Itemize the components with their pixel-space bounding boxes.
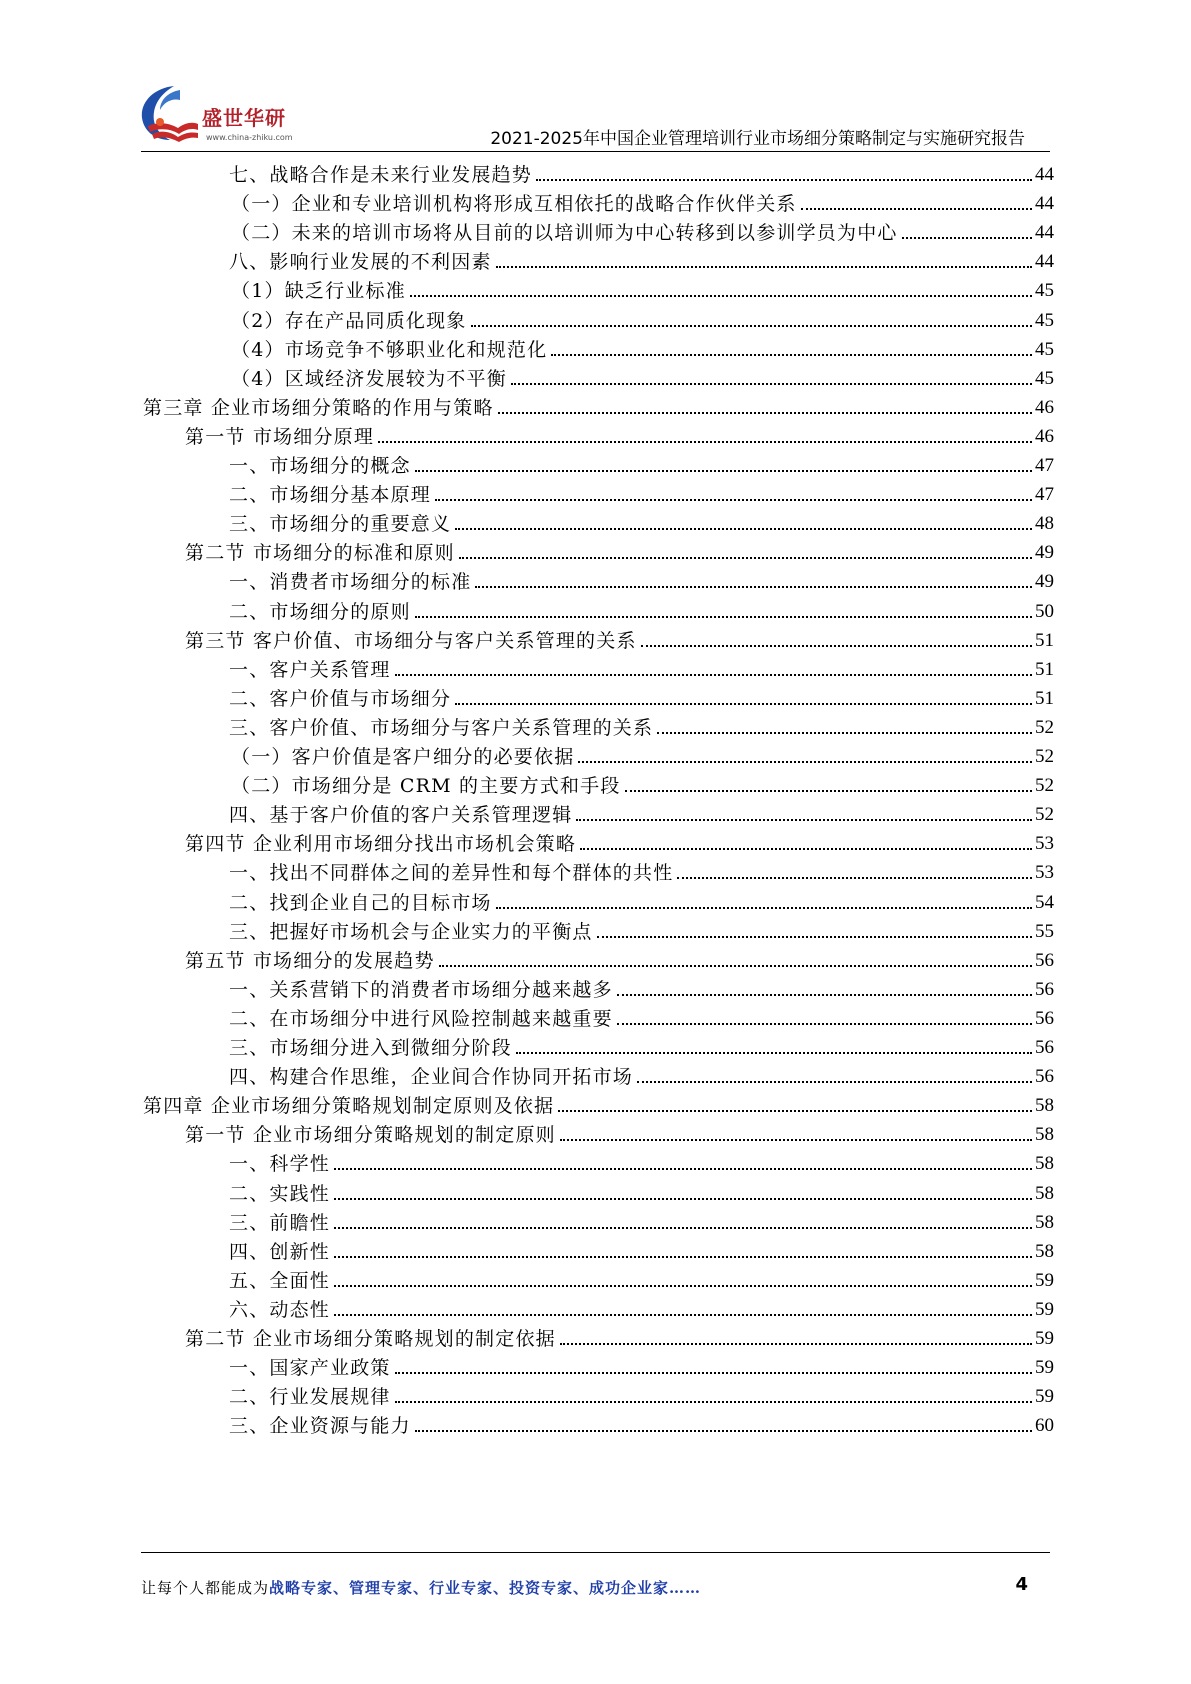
toc-leader-dots (558, 1110, 1032, 1112)
toc-leader-dots (455, 528, 1032, 530)
toc-leader-dots (334, 1285, 1032, 1287)
toc-entry-page: 52 (1035, 804, 1054, 826)
toc-entry-title: 二、找到企业自己的目标市场 (229, 891, 492, 914)
toc-entry-title: （一）企业和专业培训机构将形成互相依托的战略合作伙伴关系 (231, 193, 797, 216)
toc-entry-title: （4）区域经济发展较为不平衡 (231, 367, 507, 390)
toc-leader-dots (560, 1343, 1032, 1345)
toc-leader-dots (617, 994, 1032, 996)
toc-leader-dots (625, 790, 1032, 792)
page-header (0, 0, 1191, 160)
toc-entry-page: 58 (1035, 1153, 1054, 1175)
toc-entry-page: 58 (1035, 1182, 1054, 1204)
toc-entry-page: 52 (1035, 746, 1054, 767)
toc-entry[interactable] (229, 799, 1054, 827)
toc-entry[interactable] (231, 363, 1054, 391)
toc-entry-title: 第三章 企业市场细分策略的作用与策略 (143, 396, 494, 419)
toc-entry[interactable] (229, 159, 1054, 187)
toc-leader-dots (801, 208, 1032, 210)
toc-entry-page: 56 (1035, 978, 1054, 1000)
toc-entry-title: 八、影响行业发展的不利因素 (229, 251, 492, 274)
toc-entry-title: （一）客户价值是客户细分的必要依据 (231, 746, 575, 768)
toc-entry-page: 56 (1035, 1066, 1054, 1088)
company-logo (140, 82, 310, 152)
toc-leader-dots (395, 1401, 1032, 1403)
logo-swoosh-icon (134, 82, 200, 146)
toc-entry-page: 56 (1035, 949, 1054, 971)
toc-leader-dots (576, 819, 1032, 821)
toc-entry-title: 三、把握好市场机会与企业实力的平衡点 (229, 920, 593, 943)
toc-entry-title: 二、市场细分基本原理 (229, 484, 432, 507)
toc-leader-dots (334, 1198, 1032, 1200)
toc-entry-page: 53 (1035, 862, 1054, 884)
toc-entry-page: 58 (1035, 1240, 1054, 1262)
toc-entry[interactable] (229, 1003, 1054, 1031)
toc-entry-title: （4）市场竞争不够职业化和规范化 (231, 338, 548, 361)
toc-entry-page: 47 (1035, 484, 1054, 506)
toc-entry-page: 60 (1035, 1415, 1054, 1437)
toc-entry-title: 第二节 市场细分的标准和原则 (185, 542, 455, 565)
toc-entry[interactable] (229, 508, 1054, 536)
page-number: 4 (1015, 1574, 1028, 1595)
toc-entry-title: 三、市场细分进入到微细分阶段 (229, 1037, 512, 1059)
toc-entry-page: 51 (1035, 629, 1054, 651)
toc-entry-page: 48 (1035, 513, 1054, 535)
toc-leader-dots (415, 616, 1032, 618)
toc-entry[interactable] (229, 1352, 1054, 1380)
toc-entry[interactable] (229, 654, 1054, 682)
logo-url: www.china-zhiku.com (206, 133, 293, 142)
toc-leader-dots (637, 1081, 1032, 1083)
toc-entry-title: 第四章 企业市场细分策略规划制定原则及依据 (143, 1095, 555, 1118)
toc-entry[interactable] (231, 275, 1054, 303)
logo-name: 盛世华研 (202, 106, 286, 130)
toc-leader-dots (498, 412, 1032, 414)
footer-divider (141, 1552, 1050, 1553)
toc-leader-dots (657, 732, 1032, 734)
toc-entry[interactable] (185, 1119, 1054, 1147)
toc-leader-dots (560, 1139, 1032, 1141)
toc-entry-page: 51 (1035, 658, 1054, 680)
toc-entry-title: 第二节 企业市场细分策略规划的制定依据 (185, 1328, 556, 1350)
toc-leader-dots (378, 441, 1032, 443)
toc-entry[interactable] (185, 828, 1054, 856)
slogan-highlight: 战略专家、管理专家、行业专家、投资专家、成功企业家…… (269, 1579, 702, 1597)
toc-entry[interactable] (229, 1236, 1054, 1264)
toc-entry[interactable] (229, 246, 1054, 274)
toc-entry[interactable] (231, 770, 1054, 798)
toc-entry[interactable] (229, 1207, 1054, 1235)
toc-leader-dots (578, 761, 1032, 763)
toc-entry-page: 49 (1035, 571, 1054, 593)
toc-leader-dots (597, 936, 1032, 938)
toc-entry-page: 51 (1035, 687, 1054, 709)
toc-leader-dots (617, 1023, 1032, 1025)
toc-leader-dots (395, 674, 1032, 676)
toc-leader-dots (415, 470, 1032, 472)
toc-entry-page: 53 (1035, 833, 1054, 855)
toc-entry-title: 一、客户关系管理 (229, 658, 391, 681)
toc-entry[interactable] (231, 305, 1054, 333)
toc-entry[interactable] (231, 188, 1054, 216)
toc-entry-page: 45 (1035, 367, 1054, 389)
toc-leader-dots (677, 877, 1032, 879)
toc-entry[interactable] (229, 974, 1054, 1002)
toc-entry[interactable] (229, 916, 1054, 944)
toc-entry[interactable] (229, 1178, 1054, 1206)
toc-entry[interactable] (185, 421, 1054, 449)
toc-entry[interactable] (229, 1381, 1054, 1409)
toc-entry-page: 59 (1035, 1357, 1054, 1379)
toc-entry[interactable] (229, 857, 1054, 885)
toc-leader-dots (551, 354, 1032, 356)
toc-leader-dots (439, 965, 1032, 967)
toc-entry-page: 56 (1035, 1007, 1054, 1029)
toc-entry-page: 58 (1035, 1211, 1054, 1233)
toc-entry-page: 47 (1035, 455, 1054, 476)
toc-entry-title: 一、科学性 (229, 1153, 331, 1176)
toc-entry-title: （2）存在产品同质化现象 (231, 309, 467, 332)
toc-entry-title: 第四节 企业利用市场细分找出市场机会策略 (185, 833, 577, 856)
toc-leader-dots (334, 1314, 1032, 1316)
toc-entry-page: 44 (1035, 222, 1054, 244)
toc-entry-title: 三、前瞻性 (229, 1211, 331, 1234)
toc-entry[interactable] (143, 1090, 1054, 1118)
toc-entry-page: 59 (1035, 1386, 1054, 1408)
toc-entry[interactable] (229, 887, 1054, 915)
report-title: 2021-2025年中国企业管理培训行业市场细分策略制定与实施研究报告 (490, 129, 1025, 149)
toc-entry[interactable] (185, 945, 1054, 973)
toc-entry[interactable] (185, 1323, 1054, 1351)
toc-entry-title: 二、行业发展规律 (229, 1386, 391, 1409)
toc-entry[interactable] (229, 1061, 1054, 1089)
toc-entry[interactable] (229, 1294, 1054, 1322)
toc-leader-dots (435, 499, 1032, 501)
toc-entry-title: 一、市场细分的概念 (229, 455, 411, 477)
toc-entry-page: 44 (1035, 164, 1054, 185)
toc-entry-title: 第五节 市场细分的发展趋势 (185, 949, 435, 972)
toc-entry-title: 一、消费者市场细分的标准 (229, 571, 472, 594)
toc-entry-title: 四、创新性 (229, 1240, 331, 1263)
toc-entry[interactable] (229, 450, 1054, 478)
toc-entry[interactable] (143, 392, 1054, 420)
toc-entry[interactable] (229, 1032, 1054, 1060)
toc-leader-dots (536, 179, 1032, 181)
toc-leader-dots (496, 266, 1032, 268)
toc-entry-page: 49 (1035, 542, 1054, 564)
toc-entry-page: 46 (1035, 396, 1054, 418)
toc-leader-dots (641, 645, 1032, 647)
toc-entry-page: 46 (1035, 425, 1054, 447)
toc-entry-page: 54 (1035, 891, 1054, 913)
toc-entry-page: 59 (1035, 1328, 1054, 1349)
toc-leader-dots (455, 703, 1032, 705)
toc-entry-page: 45 (1035, 338, 1054, 360)
toc-entry-title: 四、构建合作思维，企业间合作协同开拓市场 (229, 1066, 634, 1089)
toc-entry-title: （二）未来的培训市场将从目前的以培训师为中心转移到以参训学员为中心 (231, 222, 898, 245)
toc-entry-title: 三、客户价值、市场细分与客户关系管理的关系 (229, 716, 654, 739)
toc-entry-title: 二、客户价值与市场细分 (229, 687, 452, 710)
toc-entry-page: 45 (1035, 309, 1054, 331)
toc-entry-title: 一、国家产业政策 (229, 1357, 391, 1380)
toc-leader-dots (580, 848, 1032, 850)
toc-leader-dots (334, 1227, 1032, 1229)
toc-entry-page: 52 (1035, 716, 1054, 738)
toc-entry-title: 第一节 企业市场细分策略规划的制定原则 (185, 1124, 556, 1147)
toc-leader-dots (902, 237, 1032, 239)
header-divider (141, 151, 1050, 152)
toc-entry[interactable] (229, 1410, 1054, 1438)
toc-leader-dots (395, 1372, 1032, 1374)
toc-entry[interactable] (229, 712, 1054, 740)
toc-entry-page: 44 (1035, 193, 1054, 215)
toc-entry-title: 二、在市场细分中进行风险控制越来越重要 (229, 1007, 613, 1030)
slogan-prefix: 让每个人都能成为 (141, 1579, 270, 1597)
toc-entry-page: 55 (1035, 920, 1054, 942)
toc-entry[interactable] (229, 683, 1054, 711)
toc-entry-page: 59 (1035, 1269, 1054, 1291)
footer-slogan (141, 1577, 701, 1598)
toc-entry-page: 44 (1035, 251, 1054, 273)
toc-entry-title: 三、市场细分的重要意义 (229, 513, 452, 536)
toc-entry-title: 四、基于客户价值的客户关系管理逻辑 (229, 804, 573, 827)
toc-entry-title: 第三节 客户价值、市场细分与客户关系管理的关系 (185, 629, 637, 652)
toc-entry-title: 三、企业资源与能力 (229, 1415, 411, 1438)
toc-leader-dots (459, 557, 1032, 559)
toc-entry[interactable] (229, 566, 1054, 594)
toc-entry-title: 二、市场细分的原则 (229, 600, 411, 623)
toc-entry[interactable] (229, 1148, 1054, 1176)
toc-leader-dots (496, 907, 1032, 909)
toc-leader-dots (334, 1168, 1032, 1170)
toc-entry[interactable] (185, 537, 1054, 565)
toc-entry-title: 二、实践性 (229, 1182, 331, 1205)
toc-entry-title: （二）市场细分是 CRM 的主要方式和手段 (231, 775, 621, 798)
toc-leader-dots (410, 295, 1032, 297)
toc-entry-title: （1）缺乏行业标准 (231, 280, 406, 303)
toc-leader-dots (511, 383, 1032, 385)
toc-entry[interactable] (231, 334, 1054, 362)
toc-entry[interactable] (231, 741, 1054, 769)
toc-leader-dots (334, 1256, 1032, 1258)
toc-leader-dots (471, 325, 1033, 327)
toc-entry-page: 45 (1035, 280, 1054, 302)
toc-entry[interactable] (229, 596, 1054, 624)
toc-entry[interactable] (229, 479, 1054, 507)
toc-entry-title: 五、全面性 (229, 1269, 331, 1292)
toc-entry-page: 58 (1035, 1124, 1054, 1146)
toc-entry-page: 58 (1035, 1095, 1054, 1117)
toc-entry-title: 第一节 市场细分原理 (185, 425, 375, 448)
toc-entry-page: 59 (1035, 1298, 1054, 1320)
toc-entry[interactable] (185, 625, 1054, 653)
toc-entry-page: 50 (1035, 600, 1054, 622)
toc-leader-dots (475, 586, 1032, 588)
toc-entry-title: 一、关系营销下的消费者市场细分越来越多 (229, 978, 613, 1001)
toc-entry-page: 52 (1035, 775, 1054, 797)
toc-entry[interactable] (231, 217, 1054, 245)
toc-leader-dots (516, 1052, 1032, 1054)
toc-entry-page: 56 (1035, 1037, 1054, 1058)
toc-entry-title: 六、动态性 (229, 1298, 331, 1321)
toc-leader-dots (415, 1430, 1032, 1432)
toc-entry-title: 一、找出不同群体之间的差异性和每个群体的共性 (229, 862, 674, 885)
toc-entry[interactable] (229, 1265, 1054, 1293)
toc-entry-title: 七、战略合作是未来行业发展趋势 (229, 164, 533, 186)
